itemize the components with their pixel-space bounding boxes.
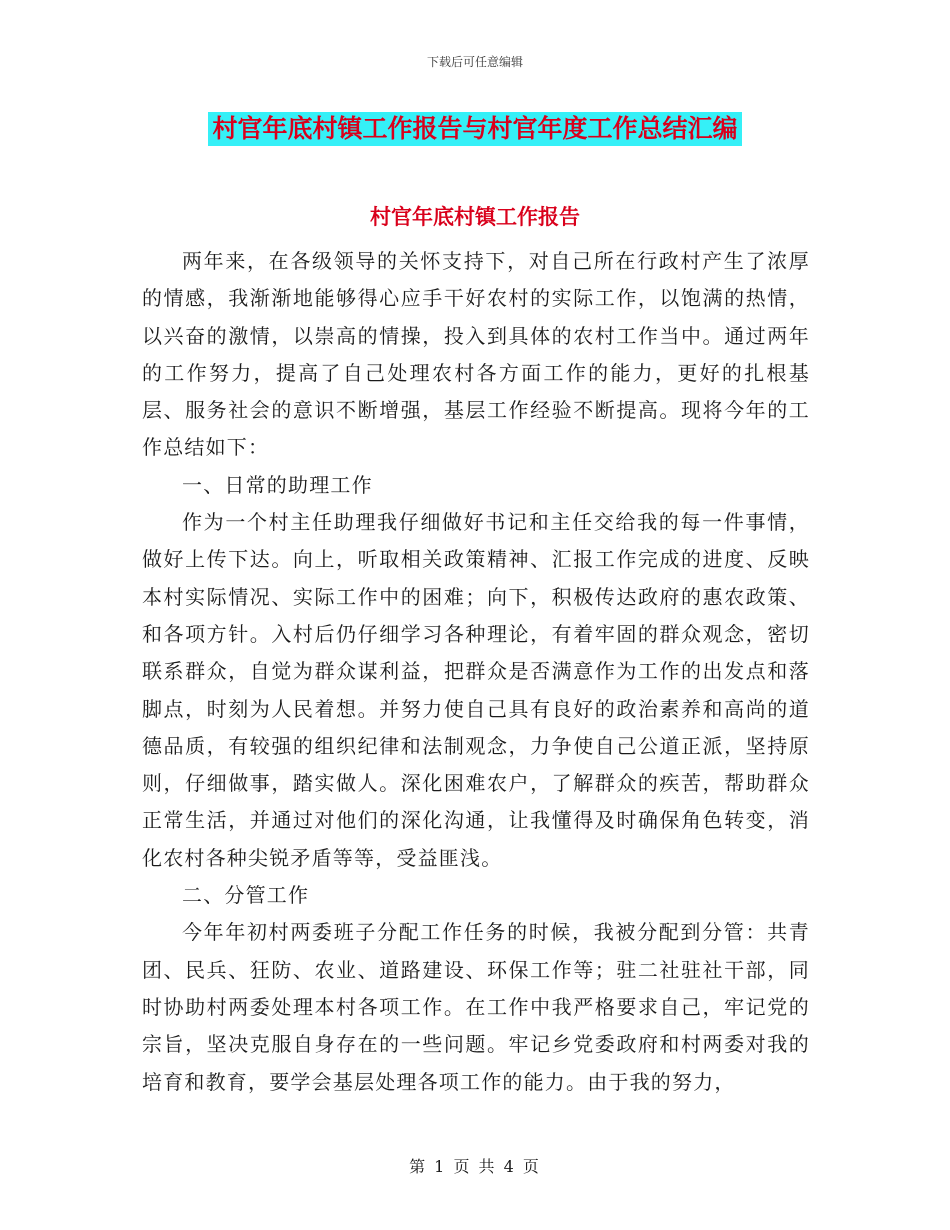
heading-managed-work: 二、分管工作: [182, 883, 310, 908]
paragraph-intro: 两年来，在各级领导的关怀支持下，对自己所在行政村产生了浓厚的情感，我渐渐地能够得心应手干好农村的实际工作，以饱满的热情，以兴奋的激情，以崇高的情操，投入到具体的农村工作当中。通过两年的工作努力，提高了自己处理农村各方面工作的能力，更好的扎根基层、服务社会的意识不断增强，基层工作经验不断提高。现将今年的工作总结如下：: [142, 249, 810, 460]
heading-daily-assistant-work: 一、日常的助理工作: [182, 472, 373, 497]
header-note: 下载后可任意编辑: [426, 55, 523, 69]
section-title: 村官年底村镇工作报告: [370, 205, 580, 229]
paragraph-managed-work: 今年年初村两委班子分配工作任务的时候，我被分配到分管：共青团、民兵、狂防、农业、道路建设、环保工作等；驻二社驻社干部，同时协助村两委处理本村各项工作。在工作中我严格要求自己，牢记党的宗旨，坚决克服自身存在的一些问题。牢记乡党委政府和村两委对我的培育和教育，要学会基层处理各项工作的能力。由于我的努力，: [142, 920, 810, 1094]
paragraph-daily-assistant-work: 作为一个村主任助理我仔细做好书记和主任交给我的每一件事情，做好上传下达。向上，听取相关政策精神、汇报工作完成的进度、反映本村实际情况、实际工作中的困难；向下，积极传达政府的惠农政策、和各项方针。入村后仍仔细学习各种理论，有着牢固的群众观念，密切联系群众，自觉为群众谋利益，把群众是否满意作为工作的出发点和落脚点，时刻为人民着想。并努力使自己具有良好的政治素养和高尚的道德品质，有较强的组织纪律和法制观念，力争使自己公道正派，坚持原则，仔细做事，踏实做人。深化困难农户，了解群众的疾苦，帮助群众正常生活，并通过对他们的深化沟通，让我懂得及时确保角色转变，消化农村各种尖锐矛盾等等，受益匪浅。: [142, 510, 810, 870]
document-body: [142, 243, 810, 1101]
main-title-container: [0, 112, 950, 146]
main-title: 村官年底村镇工作报告与村官年度工作总结汇编: [208, 112, 741, 146]
page-footer: 第 1 页 共 4 页: [409, 1157, 541, 1176]
